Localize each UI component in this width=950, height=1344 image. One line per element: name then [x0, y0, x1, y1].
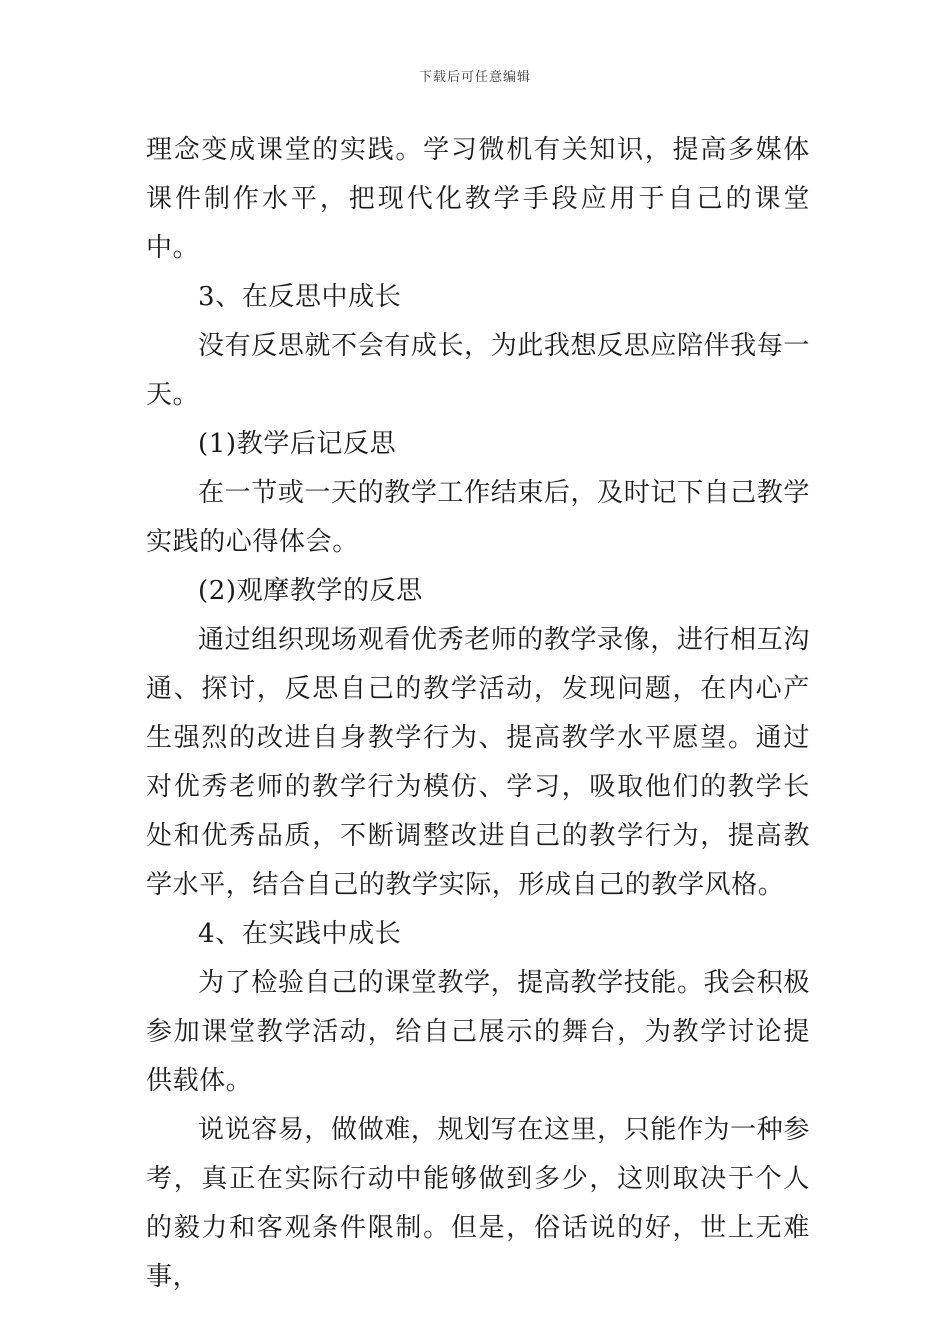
paragraph: 通过组织现场观看优秀老师的教学录像，进行相互沟通、探讨，反思自己的教学活动，发现问题，在内心产生强烈的改进自身教学行为、提高教学水平愿望。通过对优秀老师的教学行为模仿、学习，吸取他们的教学长处和优秀品质，不断调整改进自己的教学行为，提高教学水平，结合自己的教学实际，形成自己的教学风格。 — [146, 625, 810, 900]
section-heading-3: 3、在反思中成长 — [198, 282, 402, 312]
subheading-1: (1)教学后记反思 — [198, 429, 397, 459]
paragraph: 为了检验自己的课堂教学，提高教学技能。我会积极参加课堂教学活动，给自己展示的舞台，为教学讨论提供载体。 — [146, 968, 810, 1096]
paragraph: 没有反思就不会有成长，为此我想反思应陪伴我每一天。 — [146, 331, 810, 410]
paragraph: 在一节或一天的教学工作结束后，及时记下自己教学实践的心得体会。 — [146, 478, 810, 557]
subheading-2: (2)观摩教学的反思 — [198, 576, 423, 606]
document-body — [146, 126, 810, 1302]
section-heading-4: 4、在实践中成长 — [198, 919, 402, 949]
paragraph: 说说容易，做做难，规划写在这里，只能作为一种参考，真正在实际行动中能够做到多少，这则取决于个人的毅力和客观条件限制。但是，俗话说的好，世上无难事， — [146, 1115, 810, 1292]
paragraph-continuation: 理念变成课堂的实践。学习微机有关知识，提高多媒体课件制作水平，把现代化教学手段应用于自己的课堂中。 — [146, 135, 810, 263]
page-header: 下载后可任意编辑 — [418, 70, 531, 85]
